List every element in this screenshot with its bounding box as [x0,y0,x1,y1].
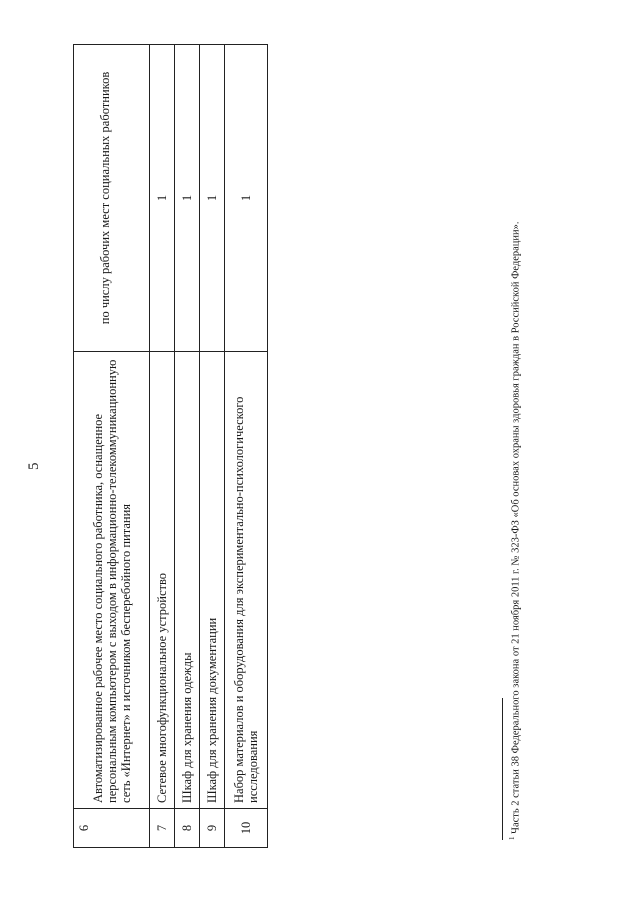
footnote-marker: 1 [508,836,516,840]
table-row [175,45,200,848]
row-name: Автоматизированное рабочее место социального работника, оснащенное персональным компьютером с выходом в информационно-телекоммуникационную сеть «Интернет» и источником бесперебойного питания [74,352,150,809]
table-row [225,45,268,848]
table-row [150,45,175,848]
row-number: 10 [225,809,268,848]
footnote-divider [502,698,503,840]
row-quantity: 1 [200,45,225,352]
footnote [508,221,522,840]
table-row [74,45,150,848]
table-row [200,45,225,848]
row-quantity: 1 [150,45,175,352]
row-name: Набор материалов и оборудования для экспериментально-психологического исследования [225,352,268,809]
row-number: 9 [200,809,225,848]
row-number: 6 [74,809,150,848]
row-name: Шкаф для хранения документации [200,352,225,809]
row-number: 8 [175,809,200,848]
row-quantity: 1 [225,45,268,352]
row-name: Шкаф для хранения одежды [175,352,200,809]
row-name: Сетевое многофункциональное устройство [150,352,175,809]
row-quantity: 1 [175,45,200,352]
row-number: 7 [150,809,175,848]
page-number: 5 [26,462,42,470]
equipment-table [73,44,268,848]
footnote-text: Часть 2 статьи 38 Федерального закона от 21 ноября 2011 г. № 323-ФЗ «Об основах охраны здоровья граждан в Российской Федерации». [510,221,522,834]
row-quantity: по числу рабочих мест социальных работников [74,45,150,352]
